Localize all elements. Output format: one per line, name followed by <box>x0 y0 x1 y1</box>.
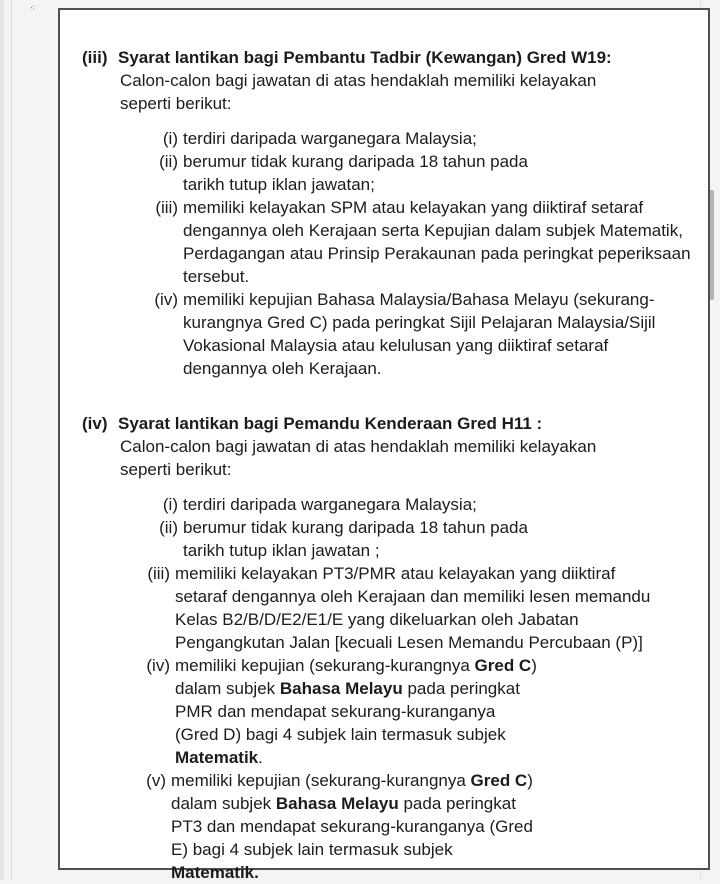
section-number: (iii) <box>82 48 108 67</box>
item-marker: (iii) <box>155 198 178 217</box>
bold-run: Matematik. <box>171 863 259 882</box>
window-edge <box>0 0 4 880</box>
item-marker: (ii) <box>159 518 178 537</box>
requirements-list <box>82 127 692 380</box>
list-item <box>154 493 614 516</box>
item-marker: (i) <box>162 129 178 148</box>
bold-run: Gred C <box>470 771 528 790</box>
requirements-list <box>82 493 692 884</box>
item-marker: (v) <box>146 771 166 790</box>
item-text: memiliki kepujian Bahasa Malaysia/Bahasa Melayu (sekurang-kurangnya Gred C) pada peringkat Sijil Pelajaran Malaysia/Sijil Vokasional Malaysia atau kelulusan yang diiktiraf setaraf dengannya oleh Kerajaan. <box>183 290 656 378</box>
item-text <box>175 654 538 769</box>
section-heading <box>82 412 692 435</box>
image-artifact: ⁖ <box>30 3 36 13</box>
list-item <box>140 769 540 884</box>
item-marker: (iii) <box>147 564 170 583</box>
list-item <box>154 127 614 150</box>
item-text <box>171 769 540 884</box>
item-text: berumur tidak kurang daripada 18 tahun pada tarikh tutup iklan jawatan; <box>183 152 528 194</box>
list-item <box>134 562 660 654</box>
section-pemandu-kenderaan <box>82 412 692 884</box>
item-text: terdiri daripada warganegara Malaysia; <box>183 495 477 514</box>
list-item <box>136 288 692 380</box>
text-run: memiliki kepujian (sekurang-kurangnya <box>175 656 475 675</box>
item-text: memiliki kelayakan SPM atau kelayakan yang diiktiraf setaraf dengannya oleh Kerajaan serta Kepujian dalam subjek Matematik, Perdagangan atau Prinsip Perakaunan pada peringkat peperiksaan tersebut. <box>183 198 691 286</box>
text-run: memiliki kepujian (sekurang-kurangnya <box>171 771 471 790</box>
item-text: terdiri daripada warganegara Malaysia; <box>183 129 477 148</box>
list-item <box>136 196 696 288</box>
list-item <box>148 516 548 562</box>
bold-run: Bahasa Melayu <box>279 679 403 698</box>
text-run: ) dalam subjek <box>175 656 537 698</box>
item-marker: (iv) <box>154 290 178 309</box>
item-text: memiliki kelayakan PT3/PMR atau kelayakan yang diiktiraf setaraf dengannya oleh Kerajaan dan memiliki lesen memandu Kelas B2/B/D/E2/E1/E yang dikeluarkan oleh Jabatan Pengangkutan Jalan [kecuali Lesen Memandu Percubaan (P)] <box>175 564 651 652</box>
section-title: Syarat lantikan bagi Pemandu Kenderaan Gred H11 : <box>118 414 543 433</box>
text-run: pada peringkat PMR dan mendapat sekurang-kuranganya (Gred D) bagi 4 subjek lain termasuk subjek <box>175 679 520 744</box>
window-edge-line <box>11 0 12 880</box>
bold-run: Bahasa Melayu <box>275 794 399 813</box>
section-pembantu-tadbir <box>82 46 692 380</box>
section-number: (iv) <box>82 414 108 433</box>
list-item <box>148 150 548 196</box>
item-marker: (ii) <box>159 152 178 171</box>
item-text: berumur tidak kurang daripada 18 tahun pada tarikh tutup iklan jawatan ; <box>183 518 528 560</box>
text-run: pada peringkat PT3 dan mendapat sekurang-kuranganya (Gred E) bagi 4 subjek lain termasuk subjek <box>171 794 533 859</box>
item-marker: (iv) <box>146 656 170 675</box>
bold-run: Matematik <box>175 748 259 767</box>
item-marker: (i) <box>162 495 178 514</box>
section-intro: Calon-calon bagi jawatan di atas hendaklah memiliki kelayakan seperti berikut: <box>120 71 597 113</box>
text-run: ) dalam subjek <box>171 771 533 813</box>
section-title: Syarat lantikan bagi Pembantu Tadbir (Kewangan) Gred W19: <box>118 48 612 67</box>
bold-run: Gred C <box>474 656 532 675</box>
section-heading <box>82 46 692 69</box>
list-item <box>134 654 538 769</box>
text-run: . <box>258 748 263 767</box>
section-intro: Calon-calon bagi jawatan di atas hendaklah memiliki kelayakan seperti berikut: <box>120 437 597 479</box>
